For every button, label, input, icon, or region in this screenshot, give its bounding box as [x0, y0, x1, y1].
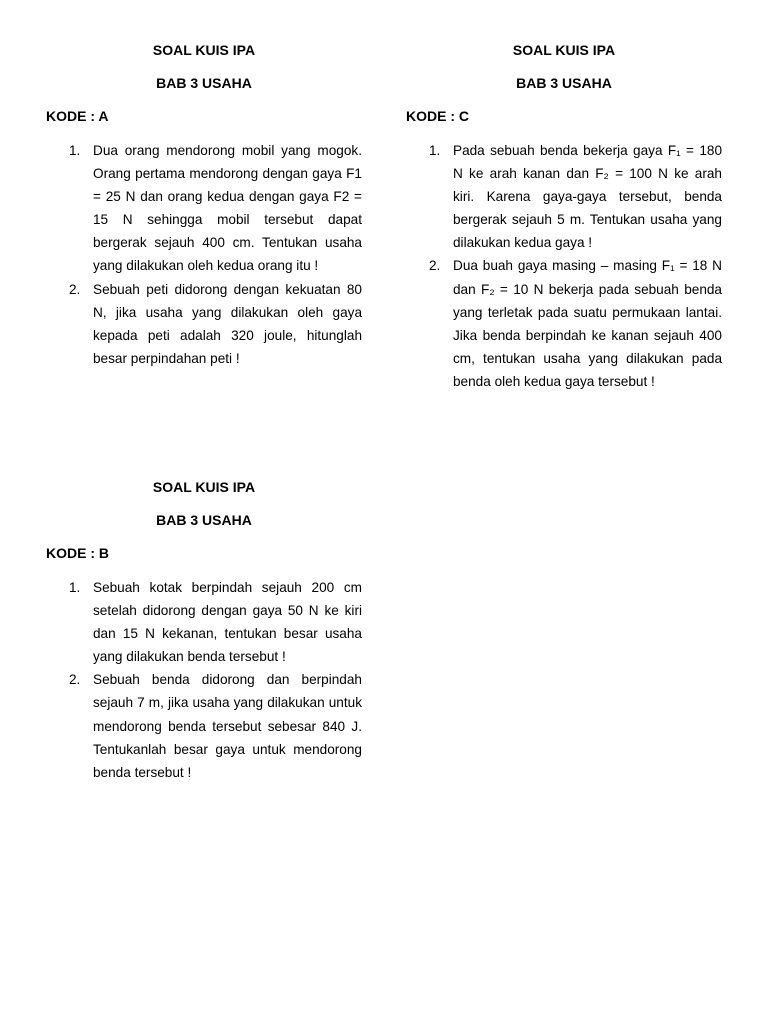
question-text: Dua orang mendorong mobil yang mogok. Orang pertama mendorong dengan gaya F1 = 25 N dan orang kedua dengan gaya F2 = 15 N sehingga mobil tersebut dapat bergerak sejauh 400 cm. Tentukan usaha yang dilakukan oleh kedua orang itu !: [93, 143, 362, 274]
quiz-kode-a: [46, 41, 362, 370]
question-item: [46, 668, 362, 783]
question-text: Pada sebuah benda bekerja gaya F₁ = 180 N ke arah kanan dan F₂ = 100 N ke arah kiri. Karena gaya-gaya tersebut, benda bergerak sejauh 5 m. Tentukan usaha yang dilakukan kedua gaya !: [453, 143, 722, 251]
quiz-kode-c: [406, 41, 722, 393]
question-number: 1.: [69, 143, 81, 158]
question-number: 2.: [69, 281, 81, 297]
question-text: Sebuah kotak berpindah sejauh 200 cm setelah didorong dengan gaya 50 N ke kiri dan 15 N kekanan, tentukan besar usaha yang dilakukan benda tersebut !: [93, 580, 362, 665]
question-list: [46, 576, 362, 784]
question-text: Sebuah benda didorong dan berpindah sejauh 7 m, jika usaha yang dilakukan untuk mendorong benda tersebut sebesar 840 J. Tentukanlah besar gaya untuk mendorong benda tersebut !: [93, 672, 362, 780]
quiz-title: SOAL KUIS IPA: [152, 42, 256, 58]
question-item: [406, 254, 722, 393]
question-number: 2.: [69, 672, 81, 688]
question-text: Dua buah gaya masing – masing F₁ = 18 N dan F₂ = 10 N bekerja pada sebuah benda yang terletak pada suatu permukaan lantai. Jika benda berpindah ke kanan sejauh 400 cm, tentukan usaha yang dilakukan pada benda oleh kedua gaya tersebut !: [453, 258, 722, 389]
quiz-code: KODE : C: [406, 108, 469, 124]
quiz-chapter: BAB 3 USAHA: [156, 75, 252, 91]
quiz-title: SOAL KUIS IPA: [512, 42, 616, 58]
quiz-code: KODE : A: [46, 108, 109, 124]
quiz-kode-b: [46, 478, 362, 784]
question-list: [46, 139, 362, 370]
quiz-chapter: BAB 3 USAHA: [516, 75, 612, 91]
question-number: 1.: [69, 580, 81, 595]
question-item: [46, 576, 362, 668]
question-list: [406, 139, 722, 393]
quiz-chapter: BAB 3 USAHA: [156, 512, 252, 528]
question-item: [46, 139, 362, 278]
question-number: 2.: [429, 258, 441, 274]
quiz-title: SOAL KUIS IPA: [152, 479, 256, 495]
question-item: [406, 139, 722, 254]
question-number: 1.: [429, 143, 441, 158]
question-text: Sebuah peti didorong dengan kekuatan 80 N, jika usaha yang dilakukan oleh gaya kepada peti adalah 320 joule, hitunglah besar perpindahan peti !: [93, 281, 362, 366]
quiz-code: KODE : B: [46, 545, 109, 561]
question-item: [46, 278, 362, 370]
